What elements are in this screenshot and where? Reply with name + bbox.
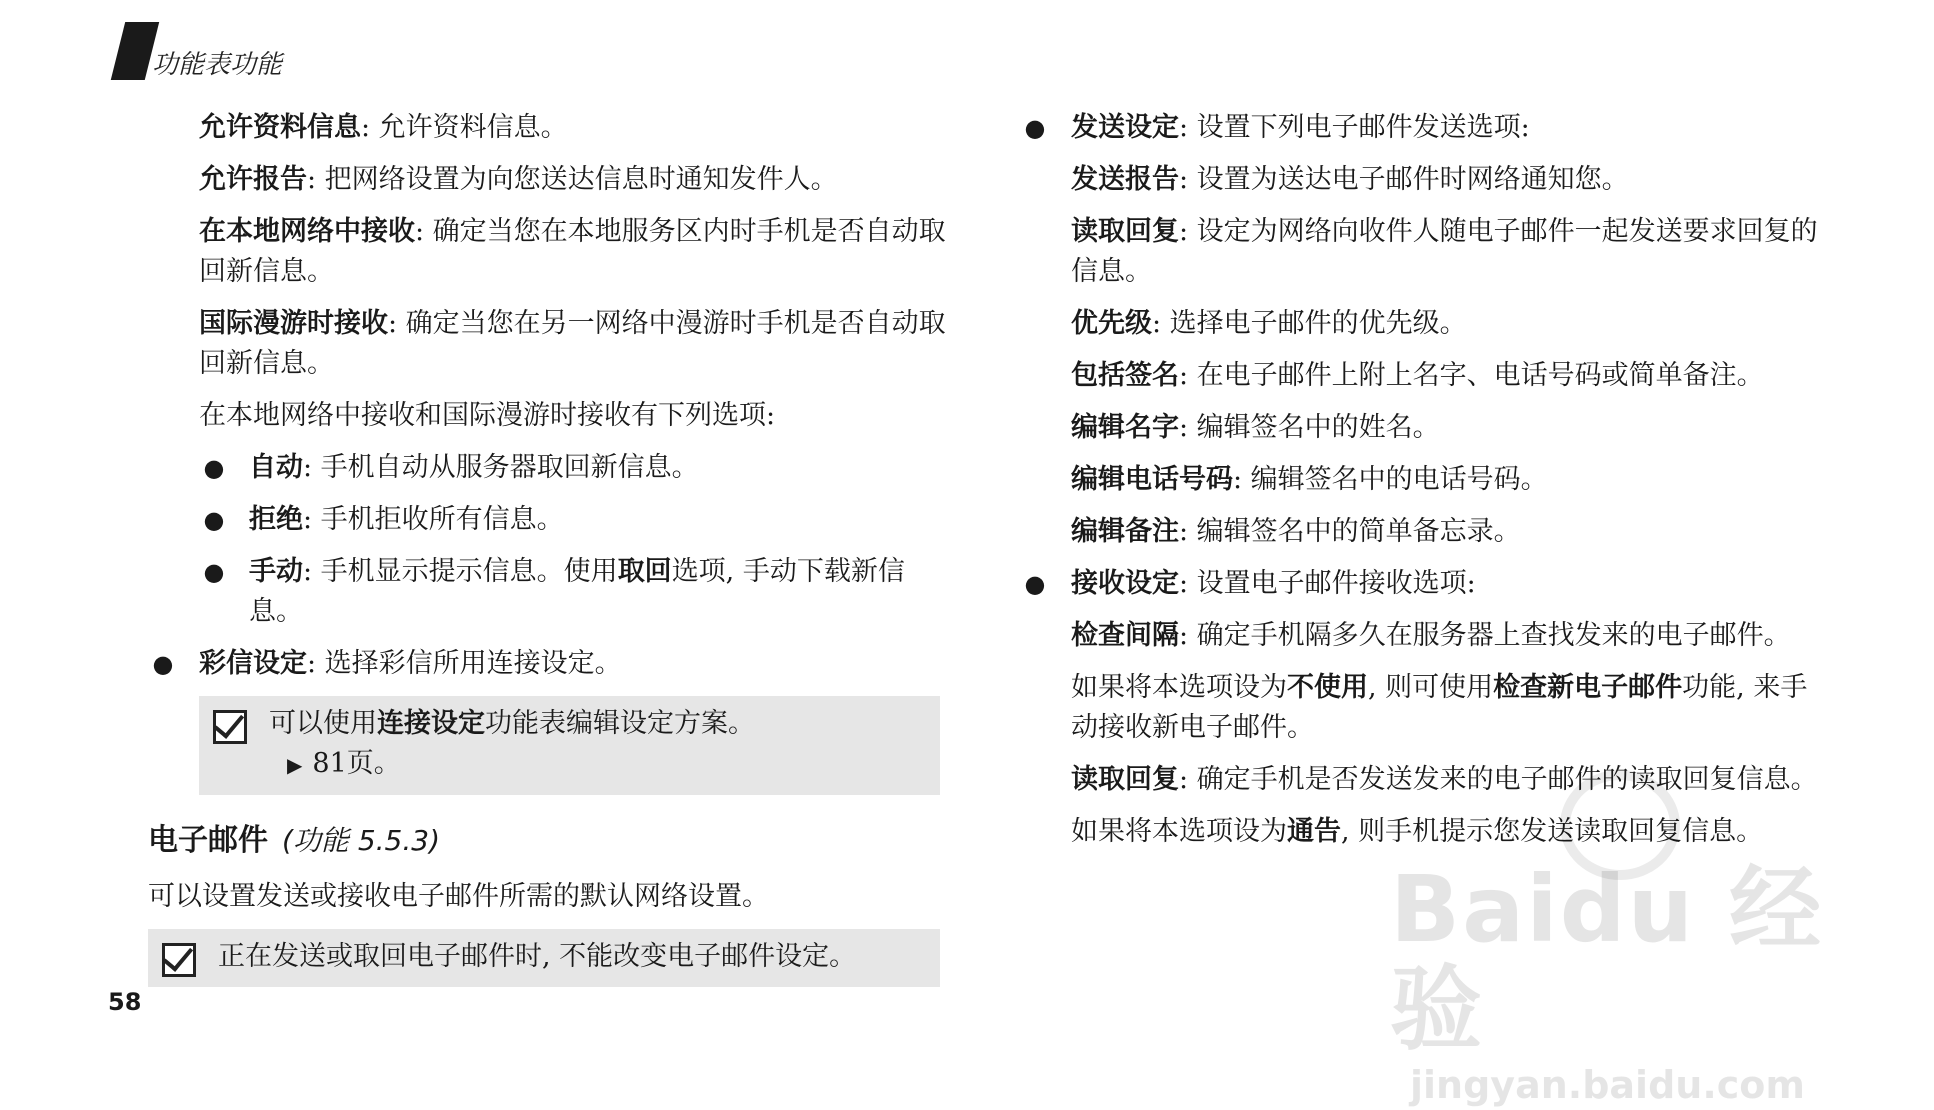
setting-send: ● 发送设定: 设置下列电子邮件发送选项: <box>1020 108 1820 148</box>
bullet-icon: ● <box>203 506 225 534</box>
setting-roaming-receive: 国际漫游时接收: 确定当您在另一网络中漫游时手机是否自动取回新信息。 <box>199 308 946 379</box>
bullet-icon: ● <box>203 558 225 586</box>
bullet-icon: ● <box>1024 570 1046 598</box>
setting-mms: ● 彩信设定: 选择彩信所用连接设定。 <box>148 644 948 684</box>
send-edit-phone: 编辑电话号码: 编辑签名中的电话号码。 <box>1071 464 1548 495</box>
note-box-connection: 可以使用连接设定功能表编辑设定方案。 ▶ 81页。 <box>199 696 940 795</box>
setting-allow-report: 允许报告: 把网络设置为向您送达信息时通知发件人。 <box>199 164 838 195</box>
left-column <box>148 108 948 1011</box>
options-intro: 在本地网络中接收和国际漫游时接收有下列选项: <box>199 400 776 431</box>
option-reject: ● 拒绝: 手机拒收所有信息。 <box>148 500 948 540</box>
page-number: 58 <box>108 988 142 1016</box>
setting-receive: ● 接收设定: 设置电子邮件接收选项: <box>1020 564 1820 604</box>
send-include-signature: 包括签名: 在电子邮件上附上名字、电话号码或简单备注。 <box>1071 360 1764 391</box>
checkmark-note-icon <box>213 710 247 744</box>
send-read-reply: 读取回复: 设定为网络向收件人随电子邮件一起发送要求回复的信息。 <box>1071 216 1818 287</box>
right-column <box>1020 108 1820 864</box>
section-header-title: 功能表功能 <box>152 50 283 80</box>
option-manual: ● 手动: 手机显示提示信息。使用取回选项, 手动下载新信息。 <box>148 552 948 632</box>
page-reference: ▶ 81页。 <box>287 748 401 779</box>
setting-home-network-receive: 在本地网络中接收: 确定当您在本地服务区内时手机是否自动取回新信息。 <box>199 216 946 287</box>
setting-allow-data-info: 允许资料信息: 允许资料信息。 <box>199 112 568 143</box>
bullet-icon: ● <box>1024 114 1046 142</box>
section-title-email: 电子邮件 (功能 5.5.3) <box>148 823 440 858</box>
watermark: Baidu 经验 jingyan.baidu.com <box>1390 856 1824 1107</box>
checkmark-note-icon <box>162 943 196 977</box>
send-priority: 优先级: 选择电子邮件的优先级。 <box>1071 308 1467 339</box>
receive-check-interval: 检查间隔: 确定手机隔多久在服务器上查找发来的电子邮件。 <box>1071 620 1791 651</box>
receive-read-reply: 读取回复: 确定手机是否发送发来的电子邮件的读取回复信息。 <box>1071 764 1818 795</box>
send-report: 发送报告: 设置为送达电子邮件时网络通知您。 <box>1071 164 1629 195</box>
option-auto: ● 自动: 手机自动从服务器取回新信息。 <box>148 448 948 488</box>
note-box-email: 正在发送或取回电子邮件时, 不能改变电子邮件设定。 <box>148 929 940 987</box>
section-intro: 可以设置发送或接收电子邮件所需的默认网络设置。 <box>148 881 769 912</box>
bullet-icon: ● <box>203 454 225 482</box>
read-reply-note: 如果将本选项设为通告, 则手机提示您发送读取回复信息。 <box>1071 816 1764 847</box>
bullet-icon: ● <box>152 650 174 678</box>
check-interval-note: 如果将本选项设为不使用, 则可使用检查新电子邮件功能, 来手动接收新电子邮件。 <box>1071 672 1808 743</box>
arrow-right-icon: ▶ <box>287 753 303 777</box>
send-edit-note: 编辑备注: 编辑签名中的简单备忘录。 <box>1071 516 1521 547</box>
send-edit-name: 编辑名字: 编辑签名中的姓名。 <box>1071 412 1440 443</box>
